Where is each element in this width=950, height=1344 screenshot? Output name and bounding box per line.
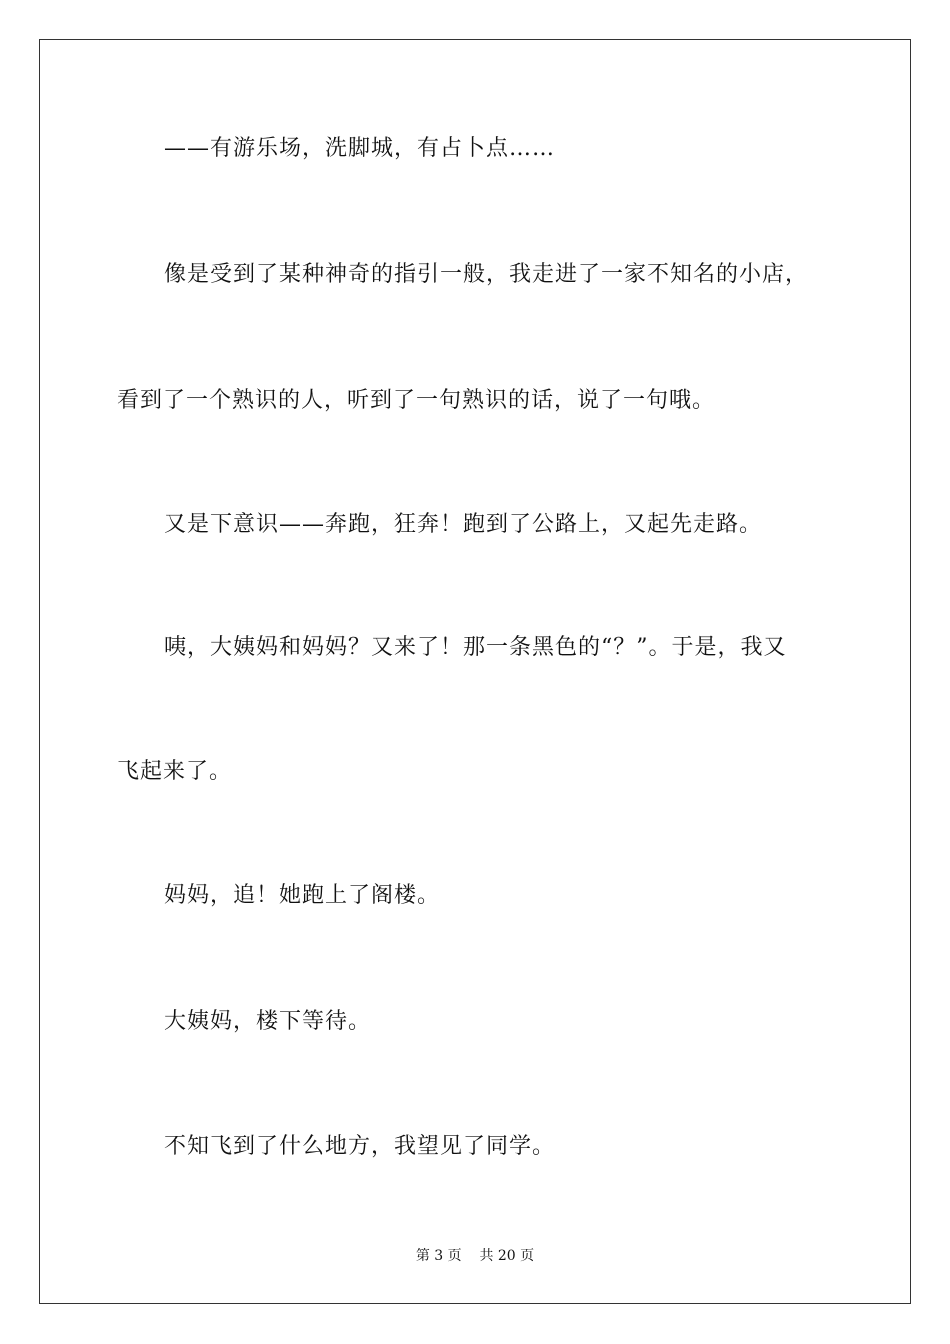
paragraph-line-9: 不知飞到了什么地方，我望见了同学。	[164, 1134, 556, 1159]
paragraph-line-6: 飞起来了。	[117, 759, 233, 784]
page-number: 第 3 页	[415, 1248, 462, 1264]
paragraph-line-8: 大姨妈，楼下等待。	[164, 1009, 372, 1034]
page-footer	[0, 1247, 950, 1265]
page-border	[39, 39, 911, 1304]
paragraph-line-3: 看到了一个熟识的人，听到了一句熟识的话，说了一句哦。	[117, 388, 716, 413]
paragraph-line-4: 又是下意识——奔跑，狂奔！跑到了公路上，又起先走路。	[164, 512, 763, 537]
page-total: 共 20 页	[479, 1248, 535, 1264]
paragraph-line-7: 妈妈，追！她跑上了阁楼。	[164, 883, 441, 908]
paragraph-line-1: ——有游乐场，洗脚城，有占卜点……	[164, 136, 556, 161]
paragraph-line-2: 像是受到了某种神奇的指引一般，我走进了一家不知名的小店，	[164, 262, 809, 287]
paragraph-line-5: 咦，大姨妈和妈妈？又来了！那一条黑色的“？”。于是，我又	[164, 635, 787, 660]
